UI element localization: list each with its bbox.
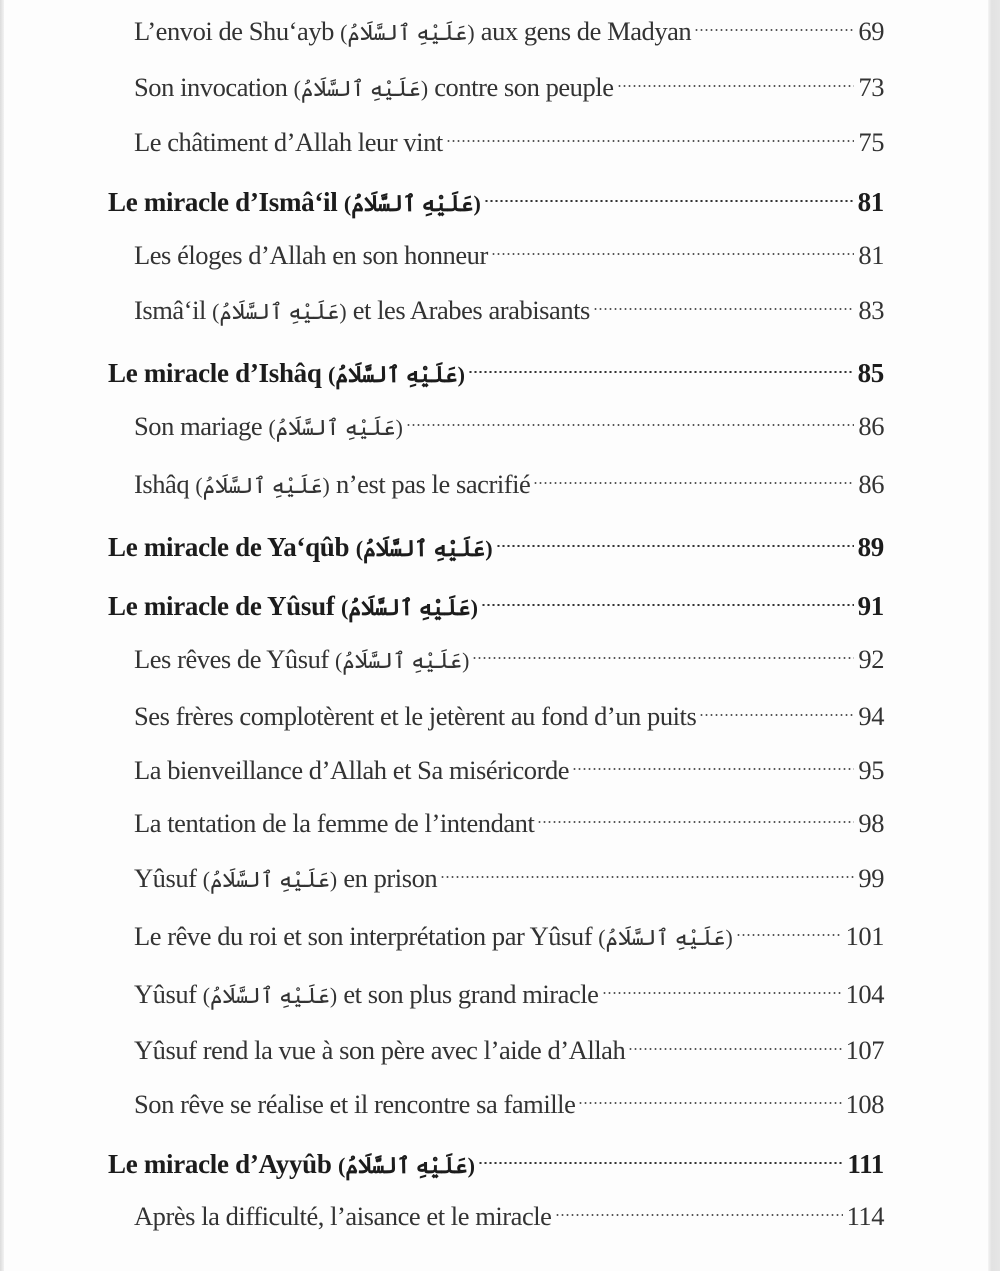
toc-entry[interactable] xyxy=(134,401,884,441)
page-number: 81 xyxy=(857,187,884,217)
entry-title: Son rêve se réalise et il rencontre sa famille xyxy=(134,1089,576,1119)
entry-title: Les rêves de Yûsuf (عَلَيْهِ ٱلسَّلَامُ) xyxy=(134,644,470,674)
dot-leader xyxy=(578,1079,841,1113)
entry-title: Son mariage (عَلَيْهِ ٱلسَّلَامُ) xyxy=(134,411,403,441)
honorific-glyph: (عَلَيْهِ ٱلسَّلَامُ) xyxy=(355,536,493,561)
dot-leader xyxy=(468,348,854,382)
dot-leader xyxy=(537,798,854,832)
entry-title: La bienveillance d’Allah et Sa miséricorde xyxy=(134,755,570,785)
dot-leader xyxy=(617,62,855,96)
page-number: 107 xyxy=(845,1035,884,1065)
dot-leader xyxy=(478,1139,843,1173)
dot-leader xyxy=(736,911,842,945)
toc-entry[interactable] xyxy=(134,117,884,157)
page-number: 86 xyxy=(858,469,884,499)
entry-title: Yûsuf rend la vue à son père avec l’aide d’Allah xyxy=(134,1035,626,1065)
page-number: 89 xyxy=(857,532,884,562)
honorific-glyph: (عَلَيْهِ ٱلسَّلَامُ) xyxy=(343,191,481,216)
toc-entry[interactable] xyxy=(134,6,884,46)
page-number: 83 xyxy=(858,295,884,325)
dot-leader xyxy=(533,459,854,493)
page-number: 73 xyxy=(858,72,884,102)
dot-leader xyxy=(406,401,855,435)
toc-entry[interactable] xyxy=(134,1025,884,1065)
dot-leader xyxy=(491,230,855,264)
page-number: 91 xyxy=(857,591,884,621)
page-number: 95 xyxy=(858,755,884,785)
dot-leader xyxy=(472,634,854,668)
dot-leader xyxy=(694,6,854,40)
honorific-glyph: (عَلَيْهِ ٱلسَّلَامُ) xyxy=(195,474,330,498)
entry-title: Le châtiment d’Allah leur vint xyxy=(134,127,443,157)
page-number: 104 xyxy=(845,979,884,1009)
toc-page xyxy=(4,0,988,1271)
honorific-glyph: (عَلَيْهِ ٱلسَّلَامُ) xyxy=(340,21,475,45)
honorific-glyph: (عَلَيْهِ ٱلسَّلَامُ) xyxy=(293,77,429,101)
chapter-title: Le miracle de Yûsuf (عَلَيْهِ ٱلسَّلَامُ) xyxy=(108,591,478,621)
honorific-glyph: (عَلَيْهِ ٱلسَّلَامُ) xyxy=(598,926,733,950)
toc-entry[interactable] xyxy=(134,230,884,270)
dot-leader xyxy=(628,1025,841,1059)
toc-entry[interactable] xyxy=(134,62,884,102)
entry-title: Ses frères complotèrent et le jetèrent au fond d’un puits xyxy=(134,701,697,731)
page-number: 92 xyxy=(858,644,884,674)
chapter-title: Le miracle d’Ismâ‘il (عَلَيْهِ ٱلسَّلَامُ) xyxy=(108,187,481,217)
dot-leader xyxy=(699,691,854,725)
page-number: 98 xyxy=(858,808,884,838)
dot-leader xyxy=(555,1191,843,1225)
dot-leader xyxy=(496,522,854,556)
dot-leader xyxy=(481,581,854,615)
toc-entry[interactable] xyxy=(134,745,884,785)
toc-entry[interactable] xyxy=(134,634,884,674)
honorific-glyph: (عَلَيْهِ ٱلسَّلَامُ) xyxy=(340,595,478,620)
toc-chapter[interactable] xyxy=(108,348,884,388)
entry-title: Les éloges d’Allah en son honneur xyxy=(134,240,488,270)
right-scroll-edge[interactable] xyxy=(988,0,1000,1271)
dot-leader xyxy=(593,285,854,319)
page-number: 81 xyxy=(858,240,884,270)
honorific-glyph: (عَلَيْهِ ٱلسَّلَامُ) xyxy=(338,1153,475,1178)
chapter-title: Le miracle de Ya‘qûb (عَلَيْهِ ٱلسَّلَامُ) xyxy=(108,532,493,562)
page-number: 94 xyxy=(858,701,884,731)
page-number: 75 xyxy=(858,127,884,157)
honorific-glyph: (عَلَيْهِ ٱلسَّلَامُ) xyxy=(202,868,338,892)
entry-title: Yûsuf (عَلَيْهِ ٱلسَّلَامُ) et son plus grand miracle xyxy=(134,979,599,1009)
page-number: 108 xyxy=(845,1089,884,1119)
toc-chapter[interactable] xyxy=(108,177,884,217)
page-number: 99 xyxy=(858,863,884,893)
entry-title: Ismâ‘il (عَلَيْهِ ٱلسَّلَامُ) et les Arabes arabisants xyxy=(134,295,590,325)
toc-chapter[interactable] xyxy=(108,1139,884,1179)
honorific-glyph: (عَلَيْهِ ٱلسَّلَامُ) xyxy=(268,416,403,440)
page-number: 69 xyxy=(858,16,884,46)
chapter-title: Le miracle d’Ishâq (عَلَيْهِ ٱلسَّلَامُ) xyxy=(108,358,466,388)
entry-title: Le rêve du roi et son interprétation par Yûsuf (عَلَيْهِ ٱلسَّلَامُ) xyxy=(134,921,733,951)
entry-title: Après la difficulté, l’aisance et le miracle xyxy=(134,1201,552,1231)
chapter-title: Le miracle d’Ayyûb (عَلَيْهِ ٱلسَّلَامُ) xyxy=(108,1149,475,1179)
dot-leader xyxy=(446,117,855,151)
entry-title: Son invocation (عَلَيْهِ ٱلسَّلَامُ) contre son peuple xyxy=(134,72,614,102)
toc-chapter[interactable] xyxy=(108,581,884,621)
toc-chapter[interactable] xyxy=(108,522,884,562)
dot-leader xyxy=(484,177,854,211)
toc-entry[interactable] xyxy=(134,911,884,951)
page-number: 101 xyxy=(845,921,884,951)
entry-title: Yûsuf (عَلَيْهِ ٱلسَّلَامُ) en prison xyxy=(134,863,438,893)
toc-entry[interactable] xyxy=(134,459,884,499)
honorific-glyph: (عَلَيْهِ ٱلسَّلَامُ) xyxy=(202,984,338,1008)
entry-title: Ishâq (عَلَيْهِ ٱلسَّلَامُ) n’est pas le sacrifié xyxy=(134,469,531,499)
dot-leader xyxy=(440,853,854,887)
honorific-glyph: (عَلَيْهِ ٱلسَّلَامُ) xyxy=(334,649,470,673)
honorific-glyph: (عَلَيْهِ ٱلسَّلَامُ) xyxy=(328,362,466,387)
page-number: 86 xyxy=(858,411,884,441)
toc-entry[interactable] xyxy=(134,798,884,838)
page-number: 85 xyxy=(857,358,884,388)
toc-entry[interactable] xyxy=(134,1079,884,1119)
toc-entry[interactable] xyxy=(134,285,884,325)
page-number: 111 xyxy=(847,1149,884,1179)
dot-leader xyxy=(602,969,842,1003)
toc-entry[interactable] xyxy=(134,691,884,731)
entry-title: La tentation de la femme de l’intendant xyxy=(134,808,535,838)
toc-entry[interactable] xyxy=(134,1191,884,1231)
honorific-glyph: (عَلَيْهِ ٱلسَّلَامُ) xyxy=(212,300,347,324)
dot-leader xyxy=(572,745,854,779)
entry-title: L’envoi de Shu‘ayb (عَلَيْهِ ٱلسَّلَامُ) aux gens de Madyan xyxy=(134,16,692,46)
toc-entry[interactable] xyxy=(134,853,884,893)
page-number: 114 xyxy=(846,1201,884,1231)
toc-entry[interactable] xyxy=(134,969,884,1009)
